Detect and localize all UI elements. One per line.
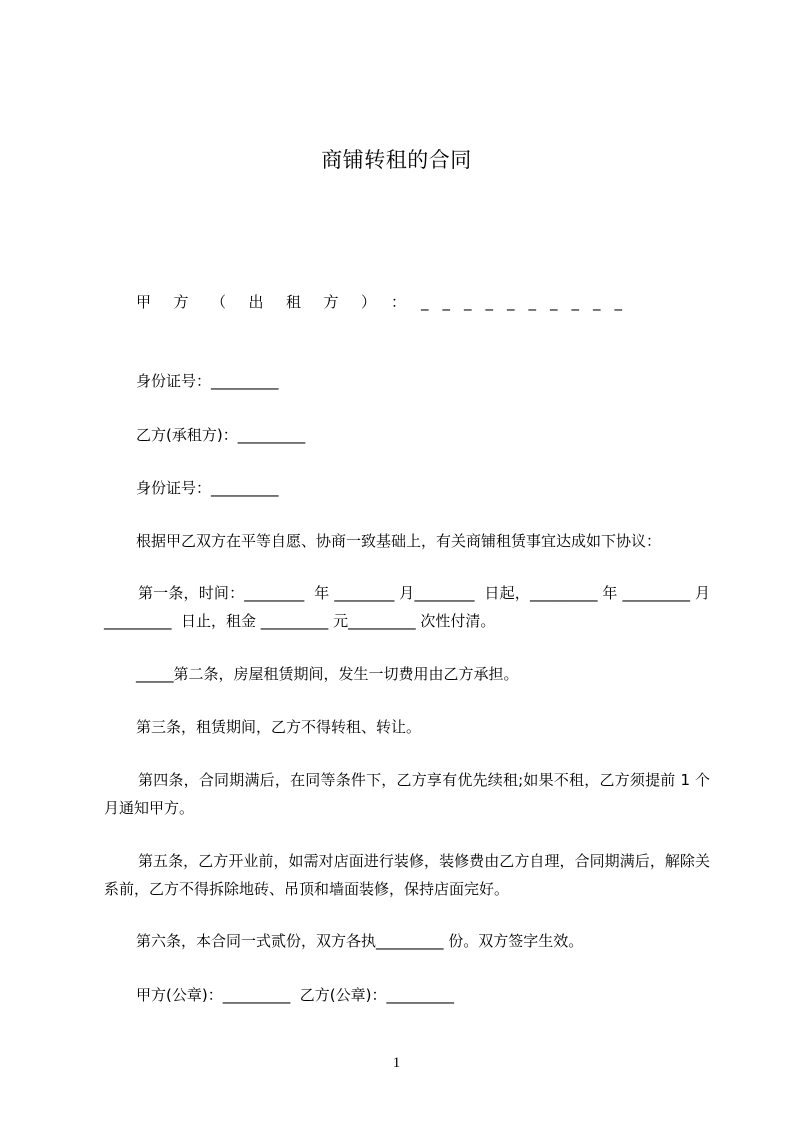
party-b-line: 乙方(承租方)：_________: [136, 426, 306, 444]
article-6: 第六条，本合同一式贰份，双方各执_________ 份。双方签字生效。: [136, 932, 584, 950]
party-a-id-line: 身份证号：_________: [136, 372, 279, 390]
party-a-line: [136, 291, 676, 313]
document-title: 商铺转租的合同: [321, 148, 472, 172]
article-5: 第五条，乙方开业前，如需对店面进行装修，装修费由乙方自理，合同期满后，解除关系前，乙方不得拆除地砖、吊顶和墙面装修，保持店面完好。: [104, 852, 710, 898]
article-3: 第三条，租赁期间，乙方不得转租、转让。: [136, 718, 422, 736]
page-number: 1: [392, 1055, 401, 1071]
party-b-id-line: 身份证号：_________: [136, 479, 279, 497]
article-1: 第一条，时间：________ 年 ________ 月________ 日起，_________ 年 _________ 月_________ 日止，租金 _________ 元_________ 次性付清。: [104, 584, 710, 630]
party-a-label: 甲方（出租方）：: [136, 293, 429, 311]
party-a-blank: __________: [421, 293, 636, 311]
article-4: 第四条，合同期满后，在同等条件下，乙方享有优先续租;如果不租，乙方须提前 1 个月通知甲方。: [104, 771, 710, 817]
signature-line: 甲方(公章)：_________ 乙方(公章)：_________: [136, 986, 454, 1004]
intro-paragraph: 根据甲乙双方在平等自愿、协商一致基础上，有关商铺租赁事宜达成如下协议：: [136, 532, 662, 550]
article-2: _____第二条，房屋租赁期间，发生一切费用由乙方承担。: [136, 665, 519, 683]
